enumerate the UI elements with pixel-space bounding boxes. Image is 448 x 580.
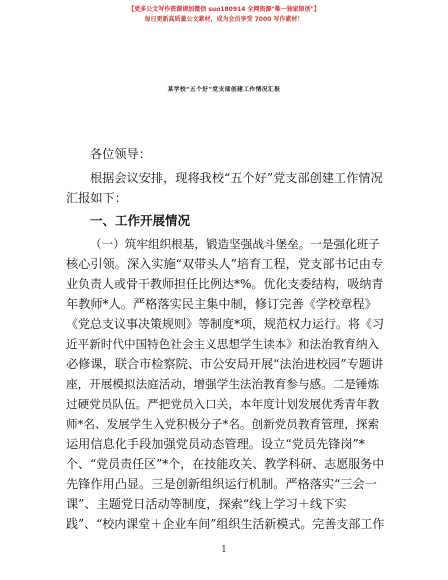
header-banner-membership: 每日更新高质量公文素材，成为会员享受 7000 写作素材！: [144, 16, 304, 23]
body-line: （一）筑牢组织根基，锻造坚强战斗堡垒。一是强化班子: [90, 237, 380, 251]
body-line: 《党总支议事决策规则》等制度*项，规范权力运行。将《习: [66, 317, 385, 331]
page-number: 1: [221, 545, 227, 555]
header-banner-promo: 【更多公文写作资源请加微信 suo180914 全网资源"唯一独家原创"】: [128, 6, 320, 13]
body-line: 必修课，联合市检察院、市公安局开展“法治进校园”专题讲: [66, 357, 384, 371]
intro-line: 根据会议安排，现将我校“五个好”党支部创建工作情况: [90, 171, 383, 185]
body-line: 课”、主题党日活动等制度，探索“线上学习＋线下实: [66, 497, 347, 511]
body-line: 近平新时代中国特色社会主义思想学生读本》和法治教育纳入: [66, 337, 380, 351]
body-line: 师*名、发展学生入党积极分子*名。创新党员教育管理，探索: [66, 417, 380, 431]
body-line: 年教师*人。严格落实民主集中制，修订完善《学校章程》: [66, 297, 377, 311]
body-line: 践”、“校内课堂＋企业车间”组织生活新模式。完善支部工作: [66, 517, 385, 531]
document-title: 某学校“五个好”党支部创建工作情况汇报: [167, 87, 281, 93]
body-line: 座，开展模拟法庭活动，增强学生法治教育参与感。二是锤炼: [66, 377, 380, 391]
body-line: 业负责人或骨干教师担任比例达*%。优化支委结构，吸纳青: [66, 277, 384, 291]
body-line: 核心引领。深入实施“双带头人”培育工程，党支部书记由专: [66, 257, 384, 271]
salutation: 各位领导：: [90, 147, 151, 161]
body-line: 先锋作用凸显。三是创新组织运行机制。严格落实“三会一: [66, 477, 377, 491]
body-line: 过硬党员队伍。严把党员入口关，本年度计划发展优秀青年教: [66, 397, 380, 411]
body-line: 个、“党员责任区”*个，在技能攻关、教学科研、志愿服务中: [66, 457, 385, 471]
body-line: 运用信息化手段加强党员动态管理。设立“党员先锋岗”*: [66, 437, 365, 451]
intro-line: 汇报如下：: [66, 191, 127, 205]
section-heading: 一、工作开展情况: [90, 213, 191, 228]
